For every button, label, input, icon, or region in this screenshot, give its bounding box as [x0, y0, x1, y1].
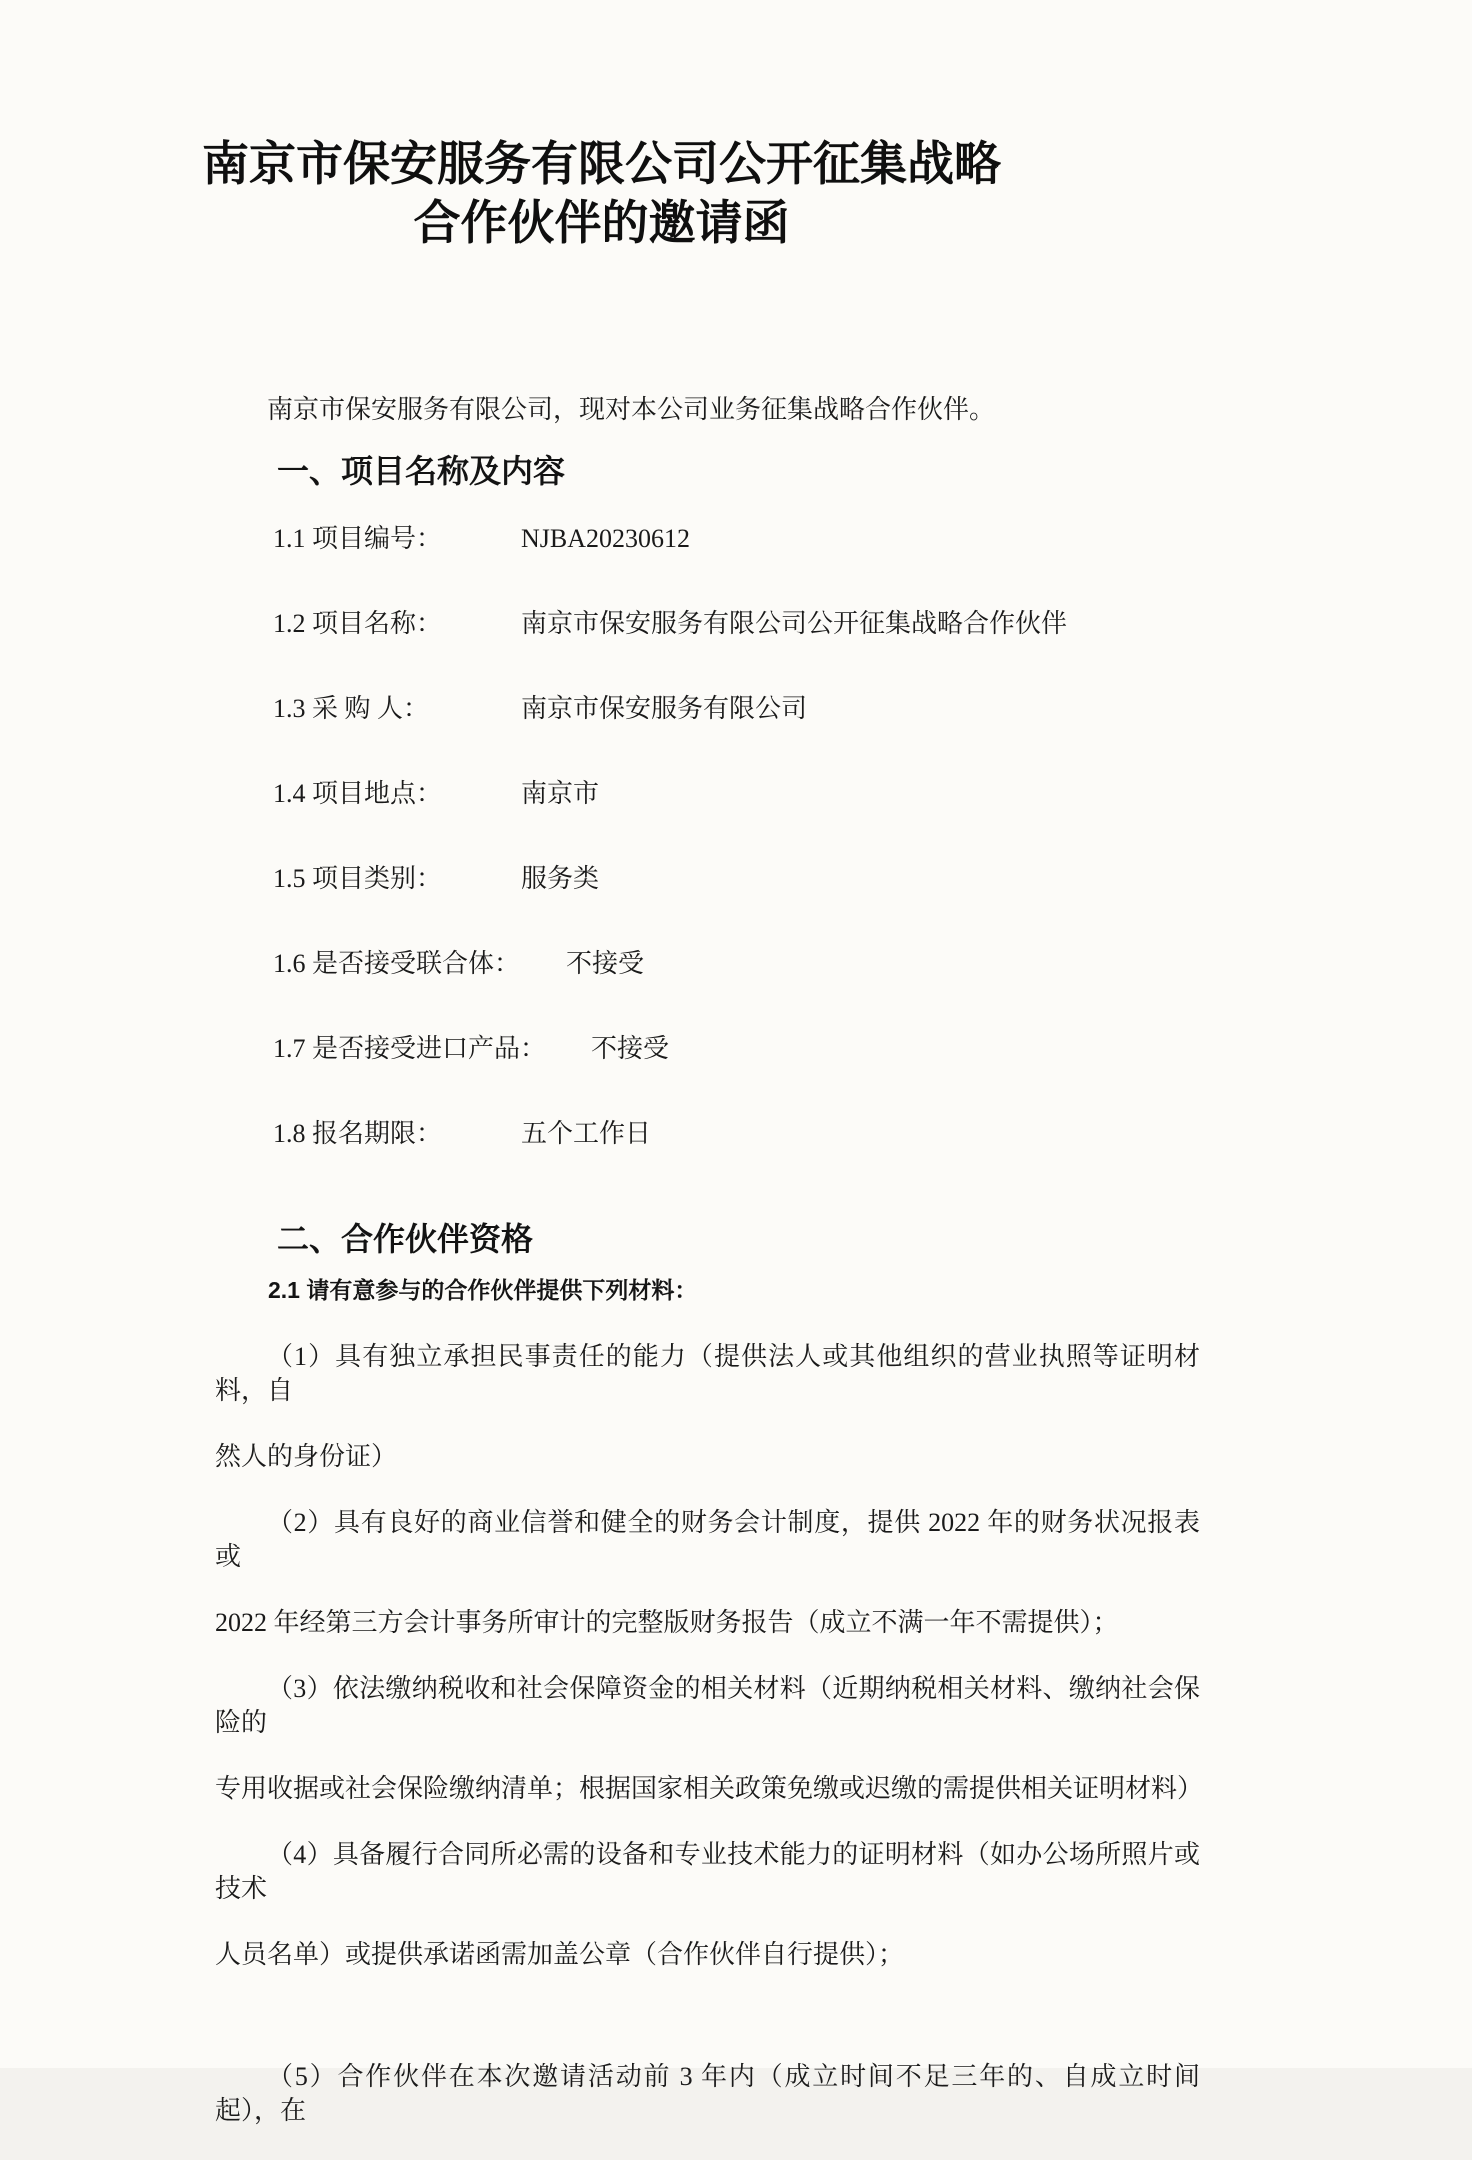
- project-item-number: [273, 522, 1200, 556]
- project-item-label: 1.5 项目类别：: [273, 864, 443, 893]
- title-line-2: 合作伙伴的邀请函: [413, 198, 790, 250]
- requirement-line: 专用收据或社会保险缴纳清单；根据国家相关政策免缴或迟缴的需提供相关证明材料）: [215, 1774, 1204, 1803]
- project-item-label: 1.2 项目名称：: [273, 609, 443, 638]
- requirement-1: [215, 1340, 1200, 1474]
- project-item-value: 五个工作日: [521, 1119, 652, 1148]
- project-item-name: [273, 607, 1200, 641]
- project-item-value: 服务类: [521, 864, 600, 893]
- title-line-1: 南京市保安服务有限公司公开征集战略: [202, 139, 1001, 191]
- project-item-purchaser: [273, 692, 1200, 726]
- project-item-label: 1.3 采 购 人：: [273, 694, 430, 723]
- project-item-imported-products: [273, 1032, 1200, 1066]
- requirements-intro: 2.1 请有意参与的合作伙伴提供下列材料：: [268, 1277, 698, 1303]
- project-item-value: NJBA20230612: [521, 524, 691, 553]
- project-item-label: 1.8 报名期限：: [273, 1119, 443, 1148]
- requirement-line: （4）具备履行合同所必需的设备和专业技术能力的证明材料（如办公场所照片或技术: [215, 1840, 1200, 1903]
- requirement-2: [215, 1506, 1200, 1640]
- requirement-line: （2）具有良好的商业信誉和健全的财务会计制度，提供 2022 年的财务状况报表或: [215, 1508, 1200, 1571]
- project-item-value: 不接受: [566, 949, 645, 978]
- requirement-4: [215, 1838, 1200, 1972]
- document-content: [202, 0, 1204, 2160]
- requirement-line: 人员名单）或提供承诺函需加盖公章（合作伙伴自行提供）；: [215, 1940, 905, 1969]
- section-2-heading: 二、合作伙伴资格: [277, 1221, 534, 1257]
- project-item-label: 1.1 项目编号：: [273, 524, 443, 553]
- project-item-value: 南京市保安服务有限公司: [521, 694, 808, 723]
- project-item-registration-period: [273, 1117, 1200, 1151]
- project-item-label: 1.7 是否接受进口产品：: [273, 1034, 547, 1063]
- project-item-category: [273, 862, 1200, 896]
- requirement-line: 2022 年经第三方会计事务所审计的完整版财务报告（成立不满一年不需提供）；: [215, 1608, 1119, 1637]
- requirement-line: （3）依法缴纳税收和社会保障资金的相关材料（近期纳税相关材料、缴纳社会保险的: [215, 1674, 1200, 1737]
- document-title: [109, 136, 1094, 254]
- project-item-label: 1.4 项目地点：: [273, 779, 443, 808]
- requirements-list: [215, 1340, 1204, 2128]
- requirement-line: （5）合作伙伴在本次邀请活动前 3 年内（成立时间不足三年的、自成立时间起），在: [215, 2062, 1200, 2125]
- section-1-heading: 一、项目名称及内容: [277, 453, 566, 489]
- project-item-label: 1.6 是否接受联合体：: [273, 949, 521, 978]
- intro-paragraph: 南京市保安服务有限公司，现对本公司业务征集战略合作伙伴。: [267, 395, 996, 424]
- project-item-value: 不接受: [591, 1034, 670, 1063]
- project-item-consortium: [273, 947, 1200, 981]
- project-item-value: 南京市: [521, 779, 600, 808]
- project-info-list: [215, 522, 1200, 1151]
- requirement-5: [215, 2060, 1200, 2128]
- project-item-location: [273, 777, 1200, 811]
- requirement-line: 然人的身份证）: [215, 1442, 398, 1471]
- project-item-value: 南京市保安服务有限公司公开征集战略合作伙伴: [521, 609, 1068, 638]
- requirement-3: [215, 1672, 1204, 1806]
- requirement-line: （1）具有独立承担民事责任的能力（提供法人或其他组织的营业执照等证明材料，自: [215, 1342, 1200, 1405]
